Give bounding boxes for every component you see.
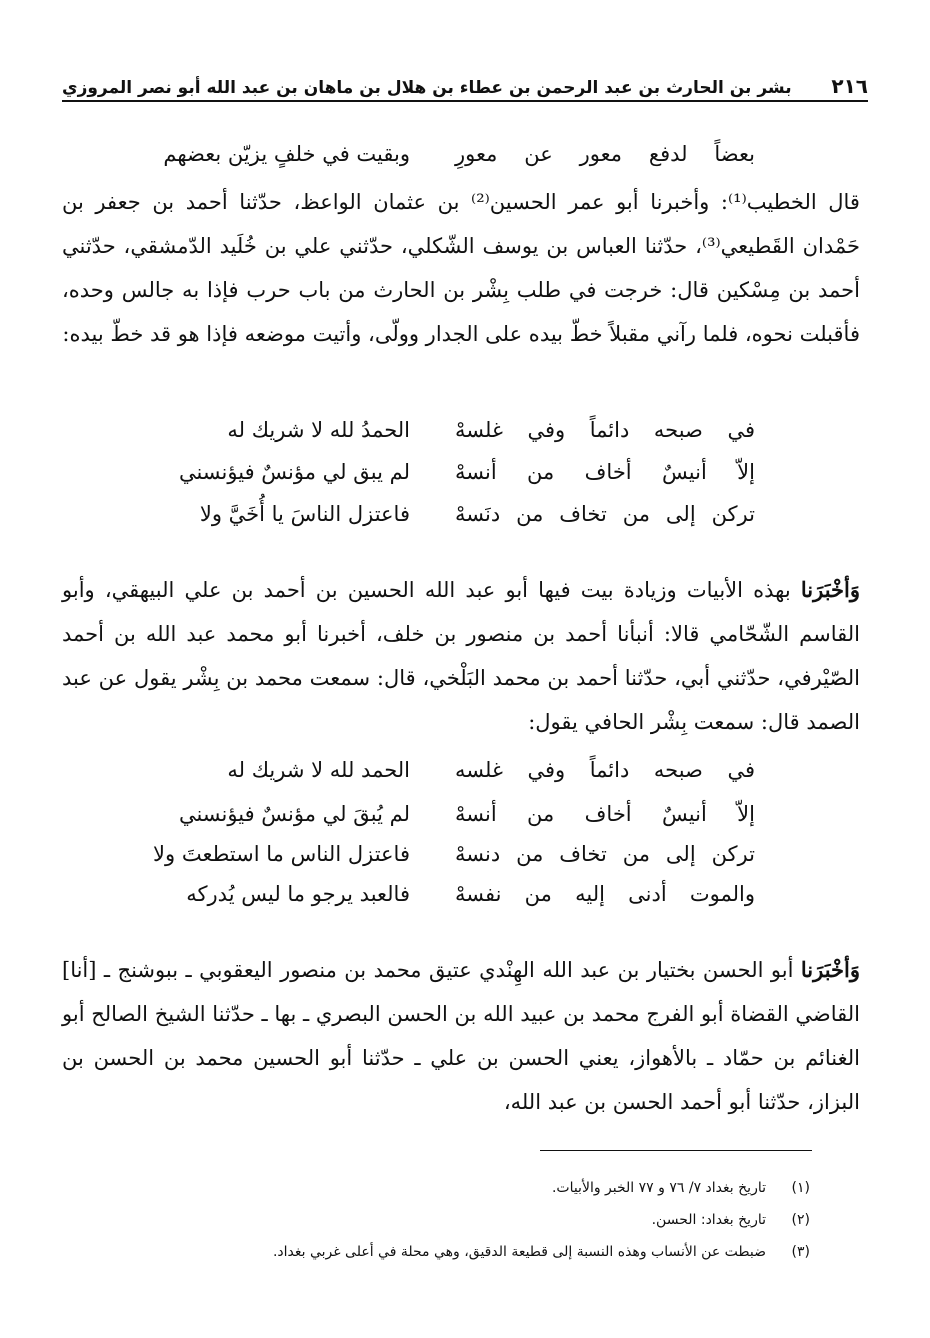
verse-second-hemistich: تركن إلى من تخاف من دنَسهْ	[455, 502, 755, 526]
verse-second-hemistich: في صبحه دائماً وفي غلسهْ	[455, 418, 755, 442]
page-number: ٢١٦	[831, 74, 868, 98]
paragraph-2	[62, 568, 860, 744]
poem2-verse-2	[110, 794, 755, 834]
paragraph-3-text: أبو الحسن بختيار بن عبد الله الهِنْدي عتيق محمد بن منصور اليعقوبي ـ ببوشنج ـ [أنا] القاضي القضاة أبو الفرج محمد بن عبيد الله بن الحسن البصري ـ بها ـ حدّثنا الشيخ الصالح أبو الغنائم بن حمّاد ـ بالأهواز، يعني الحسن بن علي ـ حدّثنا أبو الحسين محمد بن الحسن بن البزاز، حدّثنا أبو أحمد الحسن بن عبد الله،	[62, 958, 860, 1114]
verse-first-hemistich: الحمد لله لا شريك له	[227, 758, 410, 782]
poem2-verse-3	[110, 834, 755, 874]
verse-first-hemistich: الحمدُ لله لا شريك له	[227, 418, 410, 442]
verse-first-hemistich: لم يبق لي مؤنسٌ فيؤنسني	[178, 460, 410, 484]
footnote-text: تاريخ بغداد ٧/ ٧٦ و ٧٧ الخبر والأبيات.	[551, 1180, 766, 1196]
footnote	[62, 1236, 810, 1268]
verse-second-hemistich: إلاّ أنيسٌ أخاف من أنسهْ	[455, 460, 755, 484]
footnote-text: ضبطت عن الأنساب وهذه النسبة إلى قطيعة الدقيق، وهي محلة في أعلى غربي بغداد.	[272, 1244, 766, 1260]
verse-second-hemistich: في صبحه دائماً وفي غلسه	[455, 758, 755, 782]
paragraph-2-text: بهذه الأبيات وزيادة بيت فيها أبو عبد الله الحسين بن أحمد بن علي البيهقي، وأبو القاسم الشّحّامي قالا: أنبأنا أحمد بن منصور بن خلف، أخبرنا أبو محمد عبد الله بن أحمد الصّيْرفي، حدّثني أبي، حدّثنا أحمد بن محمد البَلْخي، قال: سمعت محمد بن بِشْر يقول عن عبد الصمد قال: سمعت بِشْر الحافي يقول:	[62, 578, 860, 734]
footnote	[62, 1172, 810, 1204]
verse-second-hemistich: تركن إلى من تخاف من دنسهْ	[455, 842, 755, 866]
footnotes	[62, 1172, 810, 1268]
footnote	[62, 1204, 810, 1236]
verse-second-hemistich: بعضاً لدفع معور عن معورِ	[455, 142, 755, 166]
footnote-number: (٢)	[791, 1212, 810, 1228]
verse-first-hemistich: فاعتزل الناسَ يا أُخَيَّ ولا	[199, 502, 410, 526]
header-rule	[62, 100, 868, 102]
running-header	[62, 62, 868, 98]
footnote-number: (١)	[791, 1180, 810, 1196]
paragraph-2-lead: وَأخْبَرَنا	[800, 577, 860, 602]
footnote-rule	[540, 1150, 812, 1151]
paragraph-1-text: قال الخطيب⁽¹⁾: وأخبرنا أبو عمر الحسين⁽²⁾ بن عثمان الواعظ، حدّثنا أحمد بن جعفر بن حَمْدان القَطيعي⁽³⁾، حدّثنا العباس بن يوسف الشّكلي، حدّثني علي بن خُلَيد الدّمشقي، حدّثني أحمد بن مِسْكين قال: خرجت في طلب بِشْر بن الحارث من باب حرب فإذا به جالس وحده، فأقبلت نحوه، فلما رآني مقبلاً خطّ بيده على الجدار وولّى، وأتيت موضعه فإذا هو قد خطّ بيده:	[62, 190, 860, 346]
poem2-verse-1	[110, 750, 755, 790]
paragraph-1	[62, 180, 860, 356]
verse-first-hemistich: وبقيت في خلفٍ يزيّن بعضهم	[163, 142, 410, 166]
poem1-verse-1	[110, 410, 755, 450]
verse-second-hemistich: والموت أدنى إليه من نفسهْ	[455, 882, 755, 906]
paragraph-3	[62, 948, 860, 1124]
opening-verse	[110, 134, 755, 174]
poem2-verse-4	[110, 874, 755, 914]
poem1-verse-3	[110, 494, 755, 534]
footnote-text: تاريخ بغداد: الحسن.	[651, 1212, 766, 1228]
verse-first-hemistich: لم يُبقَ لي مؤنسٌ فيؤنسني	[178, 802, 410, 826]
verse-first-hemistich: فالعبد يرجو ما ليس يُدركه	[186, 882, 410, 906]
footnote-number: (٣)	[791, 1244, 810, 1260]
poem1-verse-2	[110, 452, 755, 492]
verse-first-hemistich: فاعتزل الناس ما استطعتَ ولا	[153, 842, 410, 866]
verse-second-hemistich: إلاّ أنيسٌ أخاف من أنسهْ	[455, 802, 755, 826]
running-title: بشر بن الحارث بن عبد الرحمن بن عطاء بن هلال بن ماهان بن عبد الله أبو نصر المروزي	[62, 78, 792, 98]
paragraph-3-lead: وَأخْبَرَنا	[800, 957, 860, 982]
